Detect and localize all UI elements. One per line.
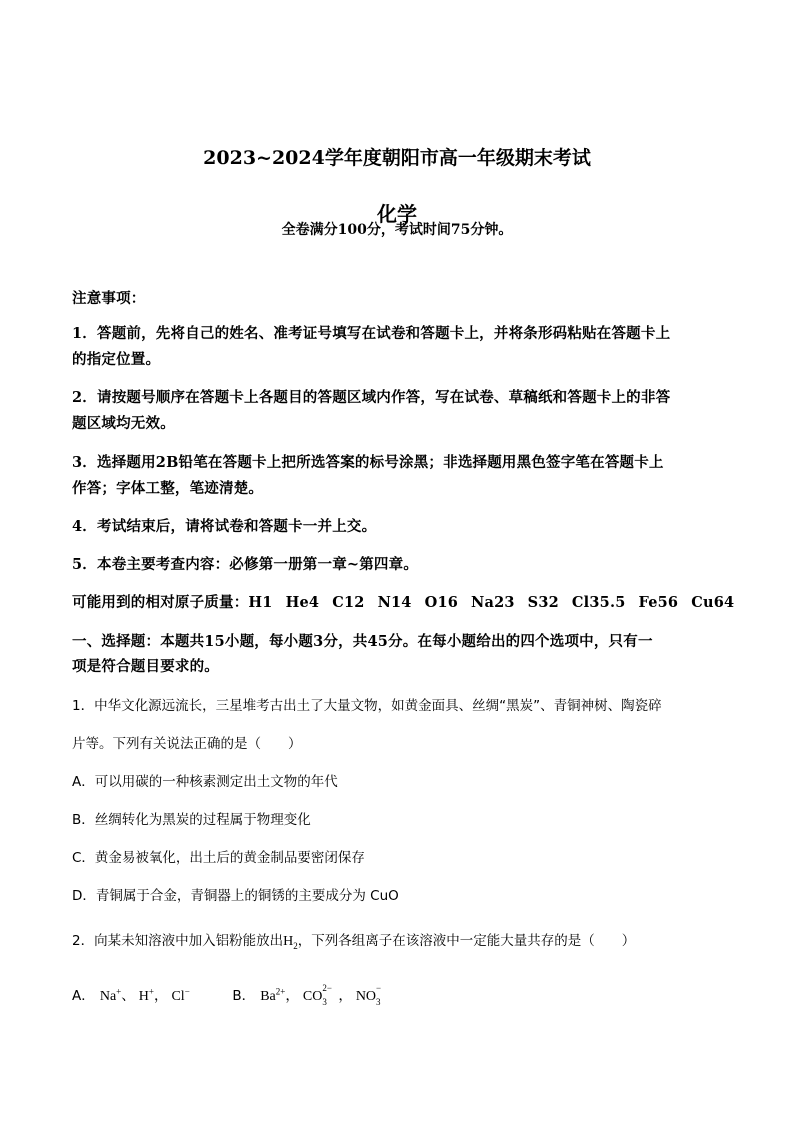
atomic-masses-label: 可能用到的相对原子质量： — [72, 594, 249, 611]
atomic-mass-na: Na23 — [471, 594, 515, 611]
q2-stem-prefix: 2．向某未知溶液中加入铝粉能放出 — [72, 933, 284, 949]
q2-stem-suffix: ，下列各组离子在该溶液中一定能大量共存的是（ ） — [297, 933, 636, 949]
q1-option-a: A．可以用碳的一种核素测定出土文物的年代 — [72, 774, 338, 790]
ion-na: Na+、 — [99, 986, 136, 1004]
q2-option-a-label: A． — [72, 988, 95, 1004]
q1-option-d: D．青铜属于合金，青铜器上的铜锈的主要成分为 CuO — [72, 888, 399, 904]
notice-item-3-line2: 作答；字体工整，笔迹清楚。 — [72, 480, 264, 497]
notice-item-2-line2: 题区域均无效。 — [72, 415, 175, 432]
ion-ba: $Ba^{2+}$， — [260, 986, 300, 1004]
ion-no3: NO − 3 — [355, 983, 382, 1007]
notice-item-1-line1: 1．答题前，先将自己的姓名、准考证号填写在试卷和答题卡上，并将条形码粘贴在答题卡上 — [72, 325, 671, 342]
q2-option-b-label: B． — [232, 988, 256, 1004]
ion-h: H+， — [138, 986, 168, 1004]
atomic-mass-n: N14 — [377, 594, 412, 611]
notice-item-3-line1: 3．选择题用2B铅笔在答题卡上把所选答案的标号涂黑；非选择题用黑色签字笔在答题卡上 — [72, 454, 664, 471]
q2-stem — [72, 929, 635, 950]
q2-option-a-ions — [99, 986, 193, 1004]
q1-option-c: C．黄金易被氧化，出土后的黄金制品要密闭保存 — [72, 850, 365, 866]
exam-subject: 化学 — [377, 202, 417, 226]
notice-item-2-line1: 2．请按题号顺序在答题卡上各题目的答题区域内作答，写在试卷、草稿纸和答题卡上的非答 — [72, 389, 671, 406]
section-1-line1: 一、选择题：本题共15小题，每小题3分，共45分。在每小题给出的四个选项中，只有一 — [72, 633, 653, 650]
q1-option-b: B．丝绸转化为黑炭的过程属于物理变化 — [72, 812, 311, 828]
exam-title: 2023~2024学年度朝阳市高一年级期末考试 — [203, 147, 591, 169]
notice-item-4: 4．考试结束后，请将试卷和答题卡一并上交。 — [72, 518, 377, 535]
q2-gas-formula: $H_2$ — [283, 934, 298, 951]
atomic-mass-h: H1 — [248, 594, 273, 611]
atomic-mass-he: He4 — [285, 594, 320, 611]
ion-cl: Cl− — [171, 986, 190, 1004]
q1-stem-line2: 片等。下列有关说法正确的是（ ） — [72, 736, 302, 752]
atomic-mass-s: S32 — [527, 594, 559, 611]
q1-stem-line1: 1．中华文化源远流长，三星堆考古出土了大量文物，如黄金面具、丝绸“黑炭”、青铜神树、陶瓷碎 — [72, 698, 662, 714]
notice-heading: 注意事项： — [72, 290, 146, 307]
atomic-mass-cu: Cu64 — [691, 594, 735, 611]
atomic-mass-c: C12 — [332, 594, 365, 611]
atomic-mass-cl: Cl35.5 — [571, 594, 626, 611]
notice-item-1-line2: 的指定位置。 — [72, 351, 161, 368]
atomic-masses — [72, 591, 747, 612]
section-1-line2: 项是符合题目要求的。 — [72, 658, 219, 675]
ion-co3: CO 2− 3 ， — [302, 983, 353, 1007]
q2-options — [72, 984, 384, 1005]
q2-option-b-ions — [260, 983, 384, 1007]
exam-info: 全卷满分100分，考试时间75分钟。 — [281, 222, 513, 238]
atomic-mass-fe: Fe56 — [638, 594, 679, 611]
notice-item-5: 5．本卷主要考查内容：必修第一册第一章~第四章。 — [72, 556, 419, 573]
atomic-mass-o: O16 — [424, 594, 459, 611]
